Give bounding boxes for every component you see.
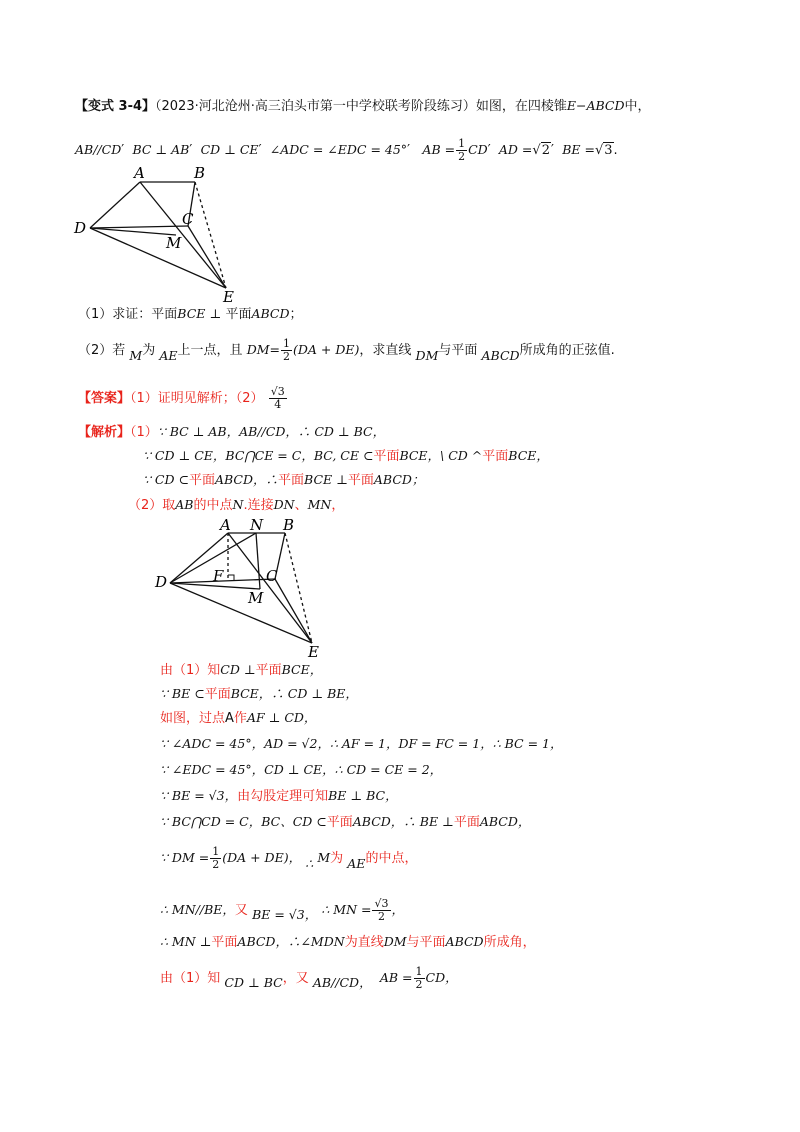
fig2-label-N: N [250,516,264,534]
s9a: ∴ MN//BE， [160,902,235,917]
problem-line-2: AB//CD′ BC ⊥ AB′ CD ⊥ CE′ ∠ADC = ∠EDC = 45°′ AB = $\frac{1}{2}$ CD′ AD =√2′ BE =√3. [75,137,618,163]
l4b: AB [175,497,194,512]
problem-tag: 【变式 3-4】 [75,99,156,114]
s10c: ABCD，∴∠MDN [237,934,345,949]
l3b: 平面 [188,473,215,488]
answer-tag: 【答案】 [78,391,131,406]
q2-vec-dm: DM [246,342,270,357]
s2a: ∵ BE ⊂ [160,686,205,701]
half-fraction: $\frac{1}{2}$ [458,137,466,163]
cond-5-lhs: AB = [422,142,456,157]
solution-line-2 [160,684,358,705]
q2-plane-abcd: ABCD [481,348,520,363]
fig2-label-C: C [266,567,278,585]
solution-line-7 [160,812,530,833]
cond-2: BC ⊥ AB [132,142,190,157]
analysis-line-4 [128,495,344,516]
answer-text: （1）证明见解析；（2） [130,391,264,406]
solution-line-3 [160,708,316,729]
s2b: 平面 [204,687,231,702]
cond-5-rhs: CD [468,142,488,157]
l3a: ∵ CD ⊂ [143,472,189,487]
l3g: ABCD； [373,472,425,487]
s1b: CD ⊥ [220,662,256,677]
figure-pyramid-1 [70,160,240,305]
s11a: 由（1）知 [160,971,221,986]
s10e: DM [383,934,407,949]
l4f: DN [273,497,295,512]
solution-line-9: ∴ MN//BE，又 BE = √3， ∴ MN = $\frac{√3}{2}$ ， [160,897,405,923]
analysis-l1: ∵ BC ⊥ AB，AB//CD，∴ CD ⊥ BC， [157,424,386,439]
s9d: ∴ MN = [321,902,372,917]
analysis-part1: （1） [130,425,158,440]
l2d: 平面 [482,449,509,464]
l4g: 、 [294,498,308,513]
cond-3: CD ⊥ CE [200,142,259,157]
s11d: AB//CD， [312,975,372,990]
s7a: ∵ BC⋂CD = C，BC、CD ⊂ [160,814,327,829]
s8f: AE [347,856,366,871]
l2c: BCE，\ CD ^ [399,448,483,463]
s3c: 作 [233,711,247,726]
l4d: N [232,497,244,512]
s6a: ∵ BE = √3， [160,788,238,803]
fig2-label-M: M [248,589,264,607]
fig2-label-B: B [283,516,295,534]
s8e: 为 [330,851,344,866]
cond-4: ∠ADC = ∠EDC = 45° [269,142,408,157]
solution-line-5: ∵ ∠EDC = 45°，CD ⊥ CE，∴ CD = CE = 2， [160,762,443,777]
question-1 [78,304,303,325]
s8b: (DA + DE)， [222,850,302,865]
l2e: BCE， [508,448,549,463]
problem-source: （2023·河北沧州·高三泊头市第一中学校联考阶段练习）如图，在四棱锥 [155,99,567,114]
l3e: BCE ⊥ [304,472,348,487]
s1a: 由（1）知 [160,663,221,678]
l3d: 平面 [278,473,305,488]
cond-7-lhs: BE = [562,142,595,157]
q2-ask: ，求直线 [359,343,412,358]
q2-vec-sum: (DA + DE) [293,342,360,357]
pyramid-name: E−ABCD [566,98,625,113]
s2c: BCE，∴ CD ⊥ BE， [230,686,358,701]
l4h: MN [307,497,332,512]
fig1-label-B: B [194,164,206,182]
l4e: .连接 [243,498,274,513]
s11e: AB = [379,970,413,985]
analysis-tag: 【解析】 [78,425,131,440]
s11c: ，又 [282,971,309,986]
sqrt-3: √3 [594,143,613,158]
s7d: 平面 [453,815,480,830]
l4i: ， [331,498,345,513]
s10b: 平面 [211,935,238,950]
q2-on: 上一点，且 [177,343,243,358]
s7c: ABCD，∴ BE ⊥ [352,814,454,829]
s8a: ∵ DM = [160,850,210,865]
s8d: M [317,850,331,865]
fig1-label-C: C [182,210,194,228]
fig2-label-A: A [220,516,231,534]
solution-line-11: 由（1）知 CD ⊥ BC，又 AB//CD， AB = $\frac{1}{2}$ CD， [160,965,458,991]
l4a: （2）取 [128,498,176,513]
cond-1: AB//CD [75,142,122,157]
l4c: 的中点 [193,498,233,513]
s1d: BCE， [281,662,323,677]
analysis-line-2 [143,446,549,467]
s6c: BE ⊥ BC， [328,788,398,803]
l2b: 平面 [373,449,400,464]
problem-line-1 [75,96,651,117]
s10d: 为直线 [344,935,384,950]
q1-prefix: （1）求证：平面 [78,307,178,322]
fig2-label-F: F [213,567,224,585]
s10h: 所成角， [483,935,536,950]
s10a: ∴ MN ⊥ [160,934,212,949]
s8g: 的中点， [365,851,418,866]
s3a: 如图，过点 [160,711,226,726]
fig1-label-E: E [223,288,234,305]
q1-plane-bce: BCE [177,306,206,321]
q1-plane-abcd: ABCD [251,306,290,321]
s10f: 与平面 [406,935,446,950]
s9e: ， [391,902,405,917]
q2-m: M [129,348,143,363]
question-2: （2）若 M为 AE上一点，且 DM= $\frac{1}{2}$ (DA + DE)，求直线 DM与平面 ABCD所成角的正弦值. [78,337,615,363]
l3f: 平面 [347,473,374,488]
s9b: 又 [234,903,248,918]
s7b: 平面 [326,815,353,830]
problem-zhong: 中， [624,99,651,114]
q1-end: ； [289,307,303,322]
q2-with: 与平面 [438,343,478,358]
solution-line-4: ∵ ∠ADC = 45°，AD = √2，∴ AF = 1，DF = FC = 1，∴ BC = 1， [160,736,563,751]
analysis-line-3 [143,470,424,491]
s8c: ∴ [305,856,314,871]
s1c: 平面 [255,663,282,678]
q1-plane-label: 平面 [225,307,252,322]
s9c: BE = √3， [252,907,318,922]
solution-line-8: ∵ DM = $\frac{1}{2}$ (DA + DE)， ∴ M为 AE的中点， [160,845,418,871]
figure-pyramid-2 [150,515,330,660]
solution-line-6 [160,786,398,807]
q2-wei: 为 [142,343,156,358]
solution-line-1 [160,660,322,681]
q2-line-dm: DM [415,348,439,363]
cond-6-lhs: AD = [498,142,533,157]
answer-fraction: $\frac{√3}{4}$ [270,385,285,411]
q2-prefix: （2）若 [78,343,126,358]
fig2-label-E: E [308,643,319,660]
s6b: 由勾股定理可知 [237,789,329,804]
analysis-line-1 [78,422,385,443]
s3d: AF ⊥ CD， [246,710,317,725]
s3b: A [225,711,234,726]
fig1-label-A: A [134,164,145,182]
fig2-label-D: D [155,573,168,591]
q2-eq: = [269,342,281,357]
q2-end: 所成角的正弦值. [519,343,615,358]
s10g: ABCD [445,934,484,949]
l3c: ABCD，∴ [214,472,279,487]
l2a: ∵ CD ⊥ CE，BC⋂CE = C，BC, CE ⊂ [143,448,374,463]
s11f: CD， [425,970,458,985]
q1-perp: ⊥ [209,306,222,321]
s7e: ABCD， [479,814,531,829]
s11b: CD ⊥ BC [224,975,283,990]
solution-line-10 [160,932,536,953]
q2-ae: AE [159,348,178,363]
sqrt-2: √2 [532,143,550,158]
fig1-label-M: M [166,234,182,252]
answer-line [78,386,288,411]
fig1-label-D: D [74,219,87,237]
